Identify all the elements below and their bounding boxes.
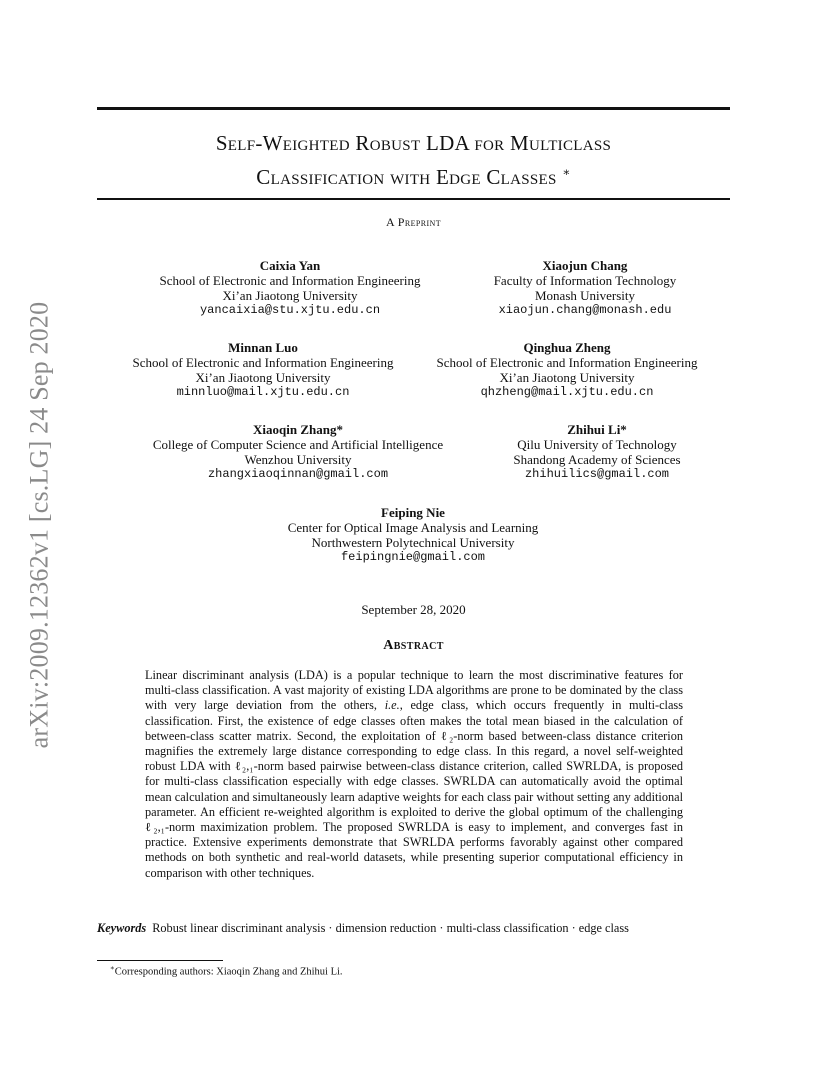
author-institution: Xi’an Jiaotong University	[499, 370, 635, 385]
title-top-rule	[97, 107, 730, 110]
preprint-label: A Preprint	[385, 215, 441, 229]
arxiv-identifier	[16, 290, 62, 760]
author-institution: Wenzhou University	[244, 452, 352, 467]
keywords-label: Keywords	[97, 921, 147, 935]
author-institution: Xi’an Jiaotong University	[195, 370, 331, 385]
author-name: Zhihui Li*	[567, 422, 627, 437]
abstract-text-2: , edge class, which occurs frequently in multi-class classification. First, the existence of edge classes often makes the total mean biased in the calculation of between-class scatter matrix. Second, the exploitation of	[145, 698, 683, 743]
author-affiliation: School of Electronic and Information Engineering	[159, 273, 421, 288]
abstract-text-4: -norm based pairwise between-class distance criterion, called SWRLDA, is proposed for multi-class classification especially with edge classes. SWRLDA can automatically avoid the optimal mean calculation and simultaneously learn adaptive weights for each class pair without setting any additional parameter. An efficient re-weighted algorithm is exploited to derive the global optimum of the challenging	[145, 759, 683, 819]
author-affiliation: Qilu University of Technology	[517, 437, 677, 452]
author-email[interactable]: zhangxiaoqinnan@gmail.com	[207, 467, 389, 481]
author-block-li	[482, 422, 712, 482]
author-institution: Northwestern Polytechnical University	[311, 535, 515, 550]
author-block-zhang	[138, 422, 458, 482]
abstract-norm-l21: ℓ₂,₁	[234, 759, 254, 774]
author-institution: Xi’an Jiaotong University	[222, 288, 358, 303]
author-block-luo	[118, 340, 408, 400]
paper-title	[97, 129, 730, 192]
abstract-text-1: Linear discriminant analysis (LDA) is a popular technique to learn the most discriminative features for multi-class classification. A vast majority of existing LDA algorithms are prone to be dominated by the class with very large deviation from the others,	[145, 668, 683, 713]
title-footnote-marker: ∗	[562, 165, 571, 179]
author-name: Qinghua Zheng	[523, 340, 611, 355]
author-email[interactable]: xiaojun.chang@monash.edu	[498, 303, 672, 317]
author-block-zheng	[422, 340, 712, 400]
author-block-nie	[263, 505, 563, 565]
title-bottom-rule	[97, 198, 730, 200]
abstract-text-5: -norm maximization problem. The proposed SWRLDA is easy to implement, and converges fast in practice. Extensive experiments demonstrate that SWRLDA performs favorably against other compared methods on both synthetic and real-world datasets, while presenting superior computational efficiency in comparison with other techniques.	[145, 820, 683, 880]
author-affiliation: Center for Optical Image Analysis and Learning	[287, 520, 539, 535]
author-email[interactable]: feipingnie@gmail.com	[340, 550, 486, 564]
author-affiliation: School of Electronic and Information Engineering	[436, 355, 698, 370]
author-block-chang	[460, 258, 710, 318]
abstract-ie: i.e.	[384, 698, 400, 713]
author-institution: Monash University	[534, 288, 636, 303]
footnote-rule	[97, 960, 223, 961]
author-name: Xiaoqin Zhang*	[253, 422, 343, 437]
author-name: Minnan Luo	[228, 340, 298, 355]
author-name: Feiping Nie	[381, 505, 445, 520]
keywords-line	[97, 921, 730, 936]
footnote-marker: ∗	[110, 964, 115, 972]
author-email[interactable]: zhihuilics@gmail.com	[524, 467, 670, 481]
abstract-norm-l2: ℓ₂	[440, 728, 454, 743]
author-email[interactable]: yancaixia@stu.xjtu.edu.cn	[199, 303, 381, 317]
author-name: Xiaojun Chang	[542, 258, 628, 273]
author-affiliation: College of Computer Science and Artificial Intelligence	[152, 437, 444, 452]
abstract-heading: Abstract	[383, 638, 444, 653]
author-email[interactable]: minnluo@mail.xjtu.edu.cn	[176, 385, 350, 399]
title-line-2: Classification with Edge Classes	[256, 165, 557, 189]
author-name: Caixia Yan	[259, 258, 321, 273]
paper-date: September 28, 2020	[361, 602, 466, 617]
footnote-text: Corresponding authors: Xiaoqin Zhang and Zhihui Li.	[114, 966, 343, 978]
author-affiliation: School of Electronic and Information Engineering	[132, 355, 394, 370]
arxiv-identifier-text: arXiv:2009.12362v1 [cs.LG] 24 Sep 2020	[24, 301, 53, 749]
keywords-text: Robust linear discriminant analysis · dimension reduction · multi-class classification · edge class	[152, 921, 629, 935]
author-block-yan	[140, 258, 440, 318]
abstract-norm-l21: ℓ₂,₁	[145, 820, 165, 835]
abstract-text-3: -norm based between-class distance criterion magnifies the extremely large distance corresponding to edge class. In this regard, a novel self-weighted robust LDA with	[145, 728, 683, 774]
abstract-body	[145, 668, 683, 881]
footnote	[110, 964, 343, 978]
author-email[interactable]: qhzheng@mail.xjtu.edu.cn	[480, 385, 654, 399]
author-affiliation: Faculty of Information Technology	[493, 273, 677, 288]
title-line-1: Self-Weighted Robust LDA for Multiclass	[215, 131, 612, 155]
author-institution: Shandong Academy of Sciences	[513, 452, 681, 467]
